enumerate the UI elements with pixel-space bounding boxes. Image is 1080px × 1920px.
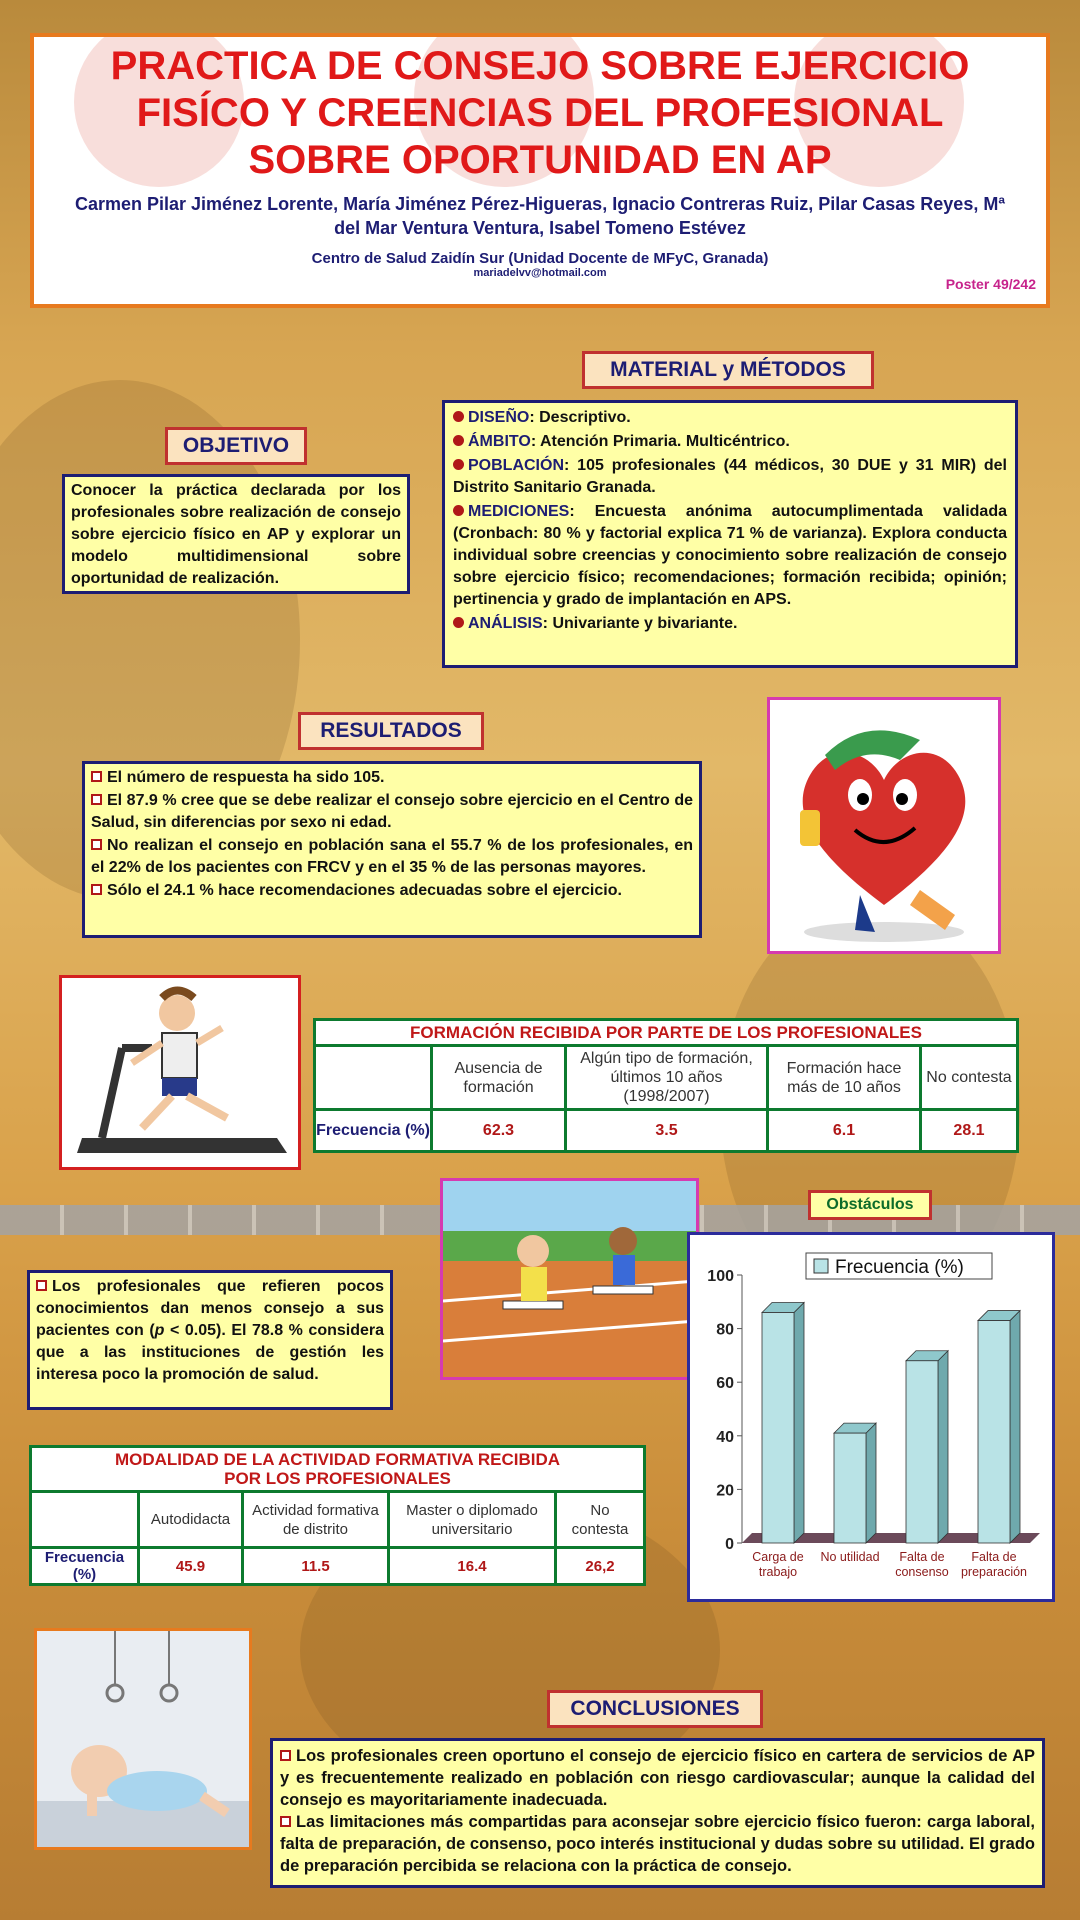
title-line: SOBRE OPORTUNIDAD EN AP: [248, 138, 832, 182]
column-header: Master o diplomado universitario: [389, 1492, 556, 1548]
heart-mascot-image: [767, 697, 1001, 954]
resultados-item: [91, 835, 693, 879]
material-item: [453, 501, 1007, 611]
authors: Carmen Pilar Jiménez Lorente, María Jiménez Pérez-Higueras, Ignacio Contreras Ruiz, Pilar Casas Reyes, Mª del Mar Ventura Ventura, Isabel Tomeno Estévez: [74, 194, 1005, 238]
obstaculos-chart: [687, 1232, 1055, 1602]
table-cell: 16.4: [389, 1548, 556, 1585]
contact-email: mariadelvv@hotmail.com: [473, 267, 607, 279]
material-item-key: POBLACIÓN: [468, 457, 564, 474]
resultados-item-text: Sólo el 24.1 % hace recomendaciones adecuadas sobre el ejercicio.: [107, 882, 622, 899]
column-header: Autodidacta: [139, 1492, 243, 1548]
table-cell: 3.5: [566, 1110, 768, 1152]
table-cell: 26,2: [556, 1548, 645, 1585]
poster-header: [30, 33, 1050, 308]
circle-bullet-icon: [453, 411, 464, 422]
title-line: POR LOS PROFESIONALES: [224, 1469, 451, 1488]
material-item: [453, 431, 1007, 453]
resultados-item-text: No realizan el consejo en población sana el 55.7 % de los profesionales, en el 22% de los pacientes con FRCV y en el 35 % de las personas mayores.: [91, 837, 693, 876]
poster-title: [34, 43, 1046, 184]
circle-bullet-icon: [453, 459, 464, 470]
conclusiones-list: [280, 1745, 1035, 1877]
bar: [834, 1433, 866, 1543]
bar-side: [794, 1303, 804, 1543]
resultados-item: [91, 880, 693, 902]
circle-bullet-icon: [453, 505, 464, 516]
x-tick-label: No utilidad: [820, 1550, 880, 1564]
resultados-item: [91, 767, 693, 789]
conclusiones-item: [280, 1745, 1035, 1811]
column-header: No contesta: [921, 1046, 1018, 1110]
resultados-heading: RESULTADOS: [298, 712, 484, 750]
material-list: [453, 407, 1007, 635]
x-tick-label: Falta de: [971, 1550, 1017, 1564]
y-tick-label: 20: [716, 1482, 734, 1500]
material-item-key: DISEÑO: [468, 409, 530, 426]
material-heading: MATERIAL y MÉTODOS: [582, 351, 874, 389]
table-cell: 28.1: [921, 1110, 1018, 1152]
objetivo-text: Conocer la práctica declarada por los profesionales sobre realización de consejo sobre ejercicio físico en AP y explorar un modelo multidimensional sobre oportunidad de realización.: [71, 482, 401, 587]
resultados-item-text: El 87.9 % cree que se debe realizar el consejo sobre ejercicio en el Centro de Salud, sin diferencias por sexo ni edad.: [91, 792, 693, 831]
empty-cell: [315, 1046, 432, 1110]
x-tick-label: preparación: [960, 1565, 1028, 1579]
column-header: Actividad formativa de distrito: [243, 1492, 389, 1548]
table-cell: 6.1: [768, 1110, 921, 1152]
formacion-table-title: FORMACIÓN RECIBIDA POR PARTE DE LOS PROFESIONALES: [315, 1020, 1018, 1046]
material-item-text: : 105 profesionales (44 médicos, 30 DUE y 31 MIR) del Distrito Sanitario Granada.: [453, 457, 1007, 496]
material-item-key: ANÁLISIS: [468, 615, 543, 632]
bar: [906, 1361, 938, 1543]
table-cell: 62.3: [432, 1110, 566, 1152]
conclusiones-box: [270, 1738, 1045, 1888]
x-tick-label: consenso: [895, 1565, 949, 1579]
bar: [978, 1321, 1010, 1543]
material-item-key: MEDICIONES: [468, 503, 570, 520]
modalidad-table: [29, 1445, 646, 1586]
title-line: PRACTICA DE CONSEJO SOBRE EJERCICIO: [110, 44, 970, 88]
material-item-text: : Univariante y bivariante.: [542, 615, 738, 632]
conocimientos-text: [36, 1276, 384, 1386]
y-tick-label: 100: [707, 1268, 734, 1285]
square-bullet-icon: [91, 839, 102, 850]
material-item: [453, 407, 1007, 429]
modalidad-table-title: [31, 1447, 645, 1492]
conclusiones-item-text: Las limitaciones más compartidas para aconsejar sobre ejercicio físico fueron: carga laboral, falta de preparación, de consenso, poco interés institucional y dudas sobre su utilidad. El grado de preparación percibida se relaciona con la práctica de consejo.: [280, 1813, 1035, 1875]
objetivo-heading: OBJETIVO: [165, 427, 307, 465]
conclusiones-item-text: Los profesionales creen oportuno el consejo de ejercicio físico en cartera de servicios de AP y es frecuentemente realizado en población con riesgo cardiovascular; aunque la calidad del consejo es mayoritariamente inadecuada.: [280, 1747, 1035, 1809]
square-bullet-icon: [280, 1750, 291, 1761]
text-part: Los profesionales que refieren pocos conocimientos dan menos consejo a sus pacientes con (: [36, 1278, 384, 1339]
square-bullet-icon: [91, 771, 102, 782]
y-tick-label: 80: [716, 1321, 734, 1339]
bar-side: [866, 1423, 876, 1543]
material-item-text: : Encuesta anónima autocumplimentada validada (Cronbach: 80 % y factorial explica 71 % de varianza). Explora conducta individual sobre creencias y conocimiento sobre realización de consejo sobre ejercicio físico; recomendaciones; formación recibida; opinión; pertinencia y grado de implantación en APS.: [453, 503, 1007, 608]
bar-side: [938, 1351, 948, 1543]
y-tick-label: 40: [716, 1428, 734, 1446]
legend-label: Frecuencia (%): [835, 1257, 964, 1278]
row-label: Frecuencia (%): [31, 1548, 139, 1585]
conclusiones-item: [280, 1811, 1035, 1877]
title-line: MODALIDAD DE LA ACTIVIDAD FORMATIVA RECIBIDA: [114, 1450, 561, 1469]
square-bullet-icon: [91, 794, 102, 805]
material-item: [453, 455, 1007, 499]
column-header: Formación hace más de 10 años: [768, 1046, 921, 1110]
material-item-text: : Atención Primaria. Multicéntrico.: [530, 433, 790, 450]
institution: Centro de Salud Zaidín Sur (Unidad Docente de MFyC, Granada): [311, 250, 769, 267]
title-line: FISÍCO Y CREENCIAS DEL PROFESIONAL: [136, 91, 944, 135]
conocimientos-box: [27, 1270, 393, 1410]
x-tick-label: trabajo: [758, 1565, 798, 1579]
column-header: Ausencia de formación: [432, 1046, 566, 1110]
legend-swatch: [814, 1259, 828, 1273]
row-label: Frecuencia (%): [315, 1110, 432, 1152]
conclusiones-heading: CONCLUSIONES: [547, 1690, 763, 1728]
y-tick-label: 60: [716, 1375, 734, 1393]
table-cell: 11.5: [243, 1548, 389, 1585]
square-bullet-icon: [91, 884, 102, 895]
resultados-item-text: El número de respuesta ha sido 105.: [107, 769, 385, 786]
material-item-text: : Descriptivo.: [529, 409, 631, 426]
text-part: < 0.05). El 78.8 % considera que a las instituciones de gestión les interesa poco la promoción de salud.: [36, 1322, 385, 1383]
x-tick-label: Carga de: [752, 1550, 804, 1564]
resultados-box: [82, 761, 702, 938]
square-bullet-icon: [36, 1280, 47, 1291]
x-tick-label: Falta de: [899, 1550, 945, 1564]
square-bullet-icon: [280, 1816, 291, 1827]
hurdles-race-image: [440, 1178, 699, 1380]
empty-cell: [31, 1492, 139, 1548]
resultados-list: [91, 767, 693, 902]
table-cell: 45.9: [139, 1548, 243, 1585]
y-tick-label: 0: [725, 1536, 734, 1553]
obstaculos-heading: Obstáculos: [808, 1190, 932, 1220]
baby-pushup-image: [34, 1628, 252, 1850]
poster-id: Poster 49/242: [945, 276, 1036, 292]
column-header: No contesta: [556, 1492, 645, 1548]
material-item-key: ÁMBITO: [468, 433, 531, 450]
objetivo-box: [62, 474, 410, 594]
formacion-table: [313, 1018, 1019, 1153]
bar-side: [1010, 1311, 1020, 1543]
resultados-item: [91, 790, 693, 834]
material-item: [453, 613, 1007, 635]
circle-bullet-icon: [453, 617, 464, 628]
obstaculos-chart-svg: [690, 1235, 1052, 1599]
treadmill-runner-image: [59, 975, 301, 1170]
material-box: [442, 400, 1018, 668]
p-value-symbol: p: [154, 1322, 165, 1339]
column-header: Algún tipo de formación, últimos 10 años (1998/2007): [566, 1046, 768, 1110]
bar: [762, 1313, 794, 1543]
circle-bullet-icon: [453, 435, 464, 446]
